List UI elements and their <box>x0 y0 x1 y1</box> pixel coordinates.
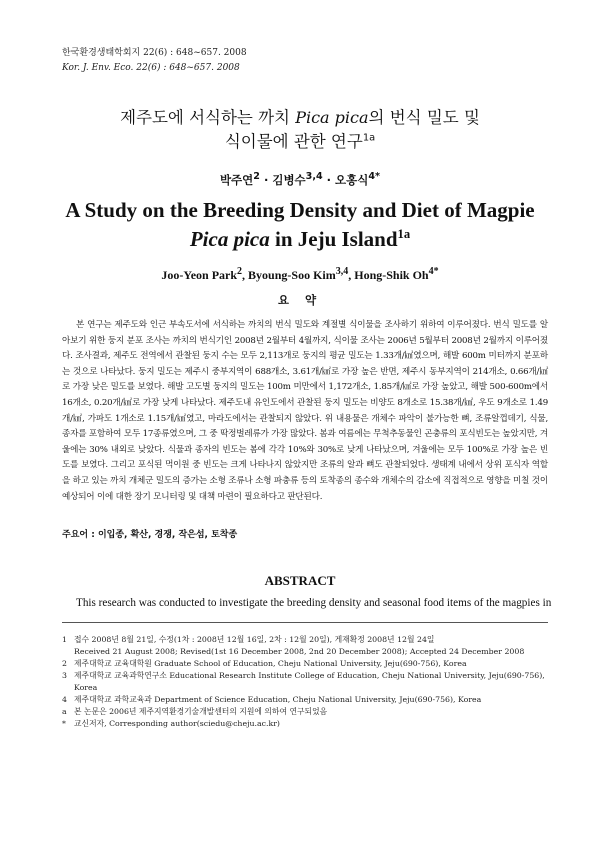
title-english-footnote-mark: 1a <box>397 227 411 241</box>
title-korean-line2 <box>0 128 600 152</box>
title-english-line2-text: in Jeju Island <box>269 227 398 251</box>
author-english-1-mark: 2 <box>237 266 243 277</box>
footnote-mark: * <box>62 719 66 728</box>
title-english-species: Pica pica <box>189 227 270 251</box>
footnote-text: 본 논문은 2006년 제주지역환경기술개발센터의 지원에 의하여 연구되었음 <box>74 707 328 716</box>
footnote-item <box>62 706 548 718</box>
author-english-2-mark: 3,4 <box>335 266 349 277</box>
footnote-item <box>62 718 548 730</box>
title-korean-part2: 의 번식 밀도 및 <box>368 108 480 127</box>
footnote-item <box>62 646 548 658</box>
footnote-text: 교신저자, Corresponding author(sciedu@cheju.ac.kr) <box>74 719 280 728</box>
title-english-line1: A Study on the Breeding Density and Diet of Magpie <box>65 198 535 222</box>
authors-english <box>0 266 600 283</box>
author-separator: · <box>259 172 273 187</box>
journal-header <box>62 46 247 76</box>
footnote-text: 접수 2008년 8월 21일, 수정(1차 : 2008년 12월 16일, 2차 : 12월 20일), 게재확정 2008년 12월 24일 <box>74 635 435 644</box>
footnote-mark: 1 <box>62 635 67 644</box>
journal-citation-korean: 한국환경생태학회지 22(6) : 648~657. 2008 <box>62 48 247 58</box>
authors-korean <box>0 171 600 188</box>
title-korean-part1: 제주도에 서식하는 까치 <box>120 108 296 127</box>
korean-abstract-heading: 요 약 <box>277 293 323 307</box>
author-korean-1-mark: 2 <box>253 171 260 182</box>
english-abstract-body: This research was conducted to investigate the breeding density and seasonal food items of the magpies in <box>76 597 552 609</box>
author-english-1: Joo-Yeon Park <box>161 268 238 282</box>
footnote-text: 제주대학교 교육과학연구소 Educational Research Institute College of Education, Cheju National University, Jeju(690-756), Korea <box>74 671 545 692</box>
title-korean-species: Pica pica <box>295 108 369 127</box>
author-korean-3: 오홍식 <box>335 172 369 187</box>
footnote-text: 제주대학교 교육대학원 Graduate School of Education, Cheju National University, Jeju(690-756), Korea <box>74 659 467 668</box>
author-korean-2-mark: 3,4 <box>305 171 323 182</box>
footnote-text: 제주대학교 과학교육과 Department of Science Education, Cheju National University, Jeju(690-756), Korea <box>74 695 482 704</box>
korean-abstract-body: 본 연구는 제주도와 인근 부속도서에 서식하는 까치의 번식 밀도와 계절별 식이물을 조사하기 위하여 이루어졌다. 번식 밀도를 알아보기 위한 둥지 분포 조사는 까치의 번식기인 2008년 2월부터 4월까지, 식이물 조사는 2006년 5월부터 2008년 2월까지 이루어졌다. 조사결과, 제주도 전역에서 관찰된 둥지 수는 모두 2,113개로 둥지의 평균 밀도는 1.33개/㎢였으며, 해발 600m 미터까지 분포하는 것으로 나타났다. 둥지 밀도는 제주시 중부지역이 688개소, 3.61개/㎢로 가장 높은 반면, 제주시 동부지역이 214개소, 0.66개/㎢로 가장 낮은 밀도를 보였다. 해발 고도별 둥지의 밀도는 100m 미만에서 1,172개소, 1.85개/㎢로 가장 높았고, 해발 500-600m에서 16개소, 0.20개/㎢로 가장 낮게 나타났다. 제주도내 유인도에서 관찰된 둥지 밀도는 비양도 8개소로 15.38개/㎢, 우도 9개소로 1.49개/㎢, 가파도 1개소로 1.15개/㎢였고, 마라도에서는 관찰되지 않았다. 위 내용물은 개체수 파악이 불가능한 뼈, 조류알껍데기, 식물, 종자를 포함하여 모두 17종류였으며, 그 중 딱정벌레류가 가장 많았다. 봄과 여름에는 무척추동물인 곤충류의 포식빈도는 높았지만, 겨울에는 30% 내외로 낮았다. 식물과 종자의 빈도는 봄에 각각 10%와 30%로 낮게 나타났으며, 겨울에는 모두 100%로 가장 높은 빈도를 보였다. 그리고 포식된 먹이원 중 빈도는 크게 나타나지 않았지만 조류의 알과 뼈도 관찰되었다. 생태계 내에서 상위 포식자 역할을 하고 있는 까치 개체군 밀도의 증가는 소형 조류나 소형 파충류 등의 토착종의 종수와 개체수의 감소에 직접적으로 영향을 미칠 것이 예상되어 이에 대한 장기 모니터링 및 대책 마련이 필요하다고 판단된다. <box>62 320 548 502</box>
footnote-mark: 4 <box>62 695 67 704</box>
author-korean-2: 김병수 <box>272 172 306 187</box>
footnote-mark: 2 <box>62 659 67 668</box>
footnote-mark: 3 <box>62 671 67 680</box>
author-english-2: , Byoung-Soo Kim <box>242 268 336 282</box>
footnote-item <box>62 670 548 694</box>
title-korean-footnote-mark: 1a <box>362 132 376 144</box>
keywords: 주요어 : 이입종, 확산, 경쟁, 작은섬, 토착종 <box>62 530 238 540</box>
author-english-3-mark: 4* <box>428 266 439 277</box>
title-english-line2 <box>0 227 600 252</box>
author-english-3: , Hong-Shik Oh <box>348 268 429 282</box>
author-korean-3-mark: 4* <box>368 171 381 182</box>
author-separator: · <box>322 172 336 187</box>
english-abstract-heading: ABSTRACT <box>264 573 336 588</box>
author-korean-1: 박주연 <box>219 172 254 187</box>
journal-citation-english: Kor. J. Env. Eco. 22(6) : 648~657. 2008 <box>62 63 240 73</box>
title-korean-line1 <box>0 104 600 128</box>
footnote-item <box>62 658 548 670</box>
footnote-text: Received 21 August 2008; Revised(1st 16 December 2008, 2nd 20 December 2008); Accepted 24 December 2008 <box>74 647 525 656</box>
footnote-divider <box>62 622 548 623</box>
footnotes <box>62 634 548 730</box>
title-korean-line2-text: 식이물에 관한 연구 <box>224 132 363 151</box>
footnote-item <box>62 694 548 706</box>
footnote-item <box>62 634 548 646</box>
footnote-mark <box>62 646 74 658</box>
footnote-mark: a <box>62 707 67 716</box>
